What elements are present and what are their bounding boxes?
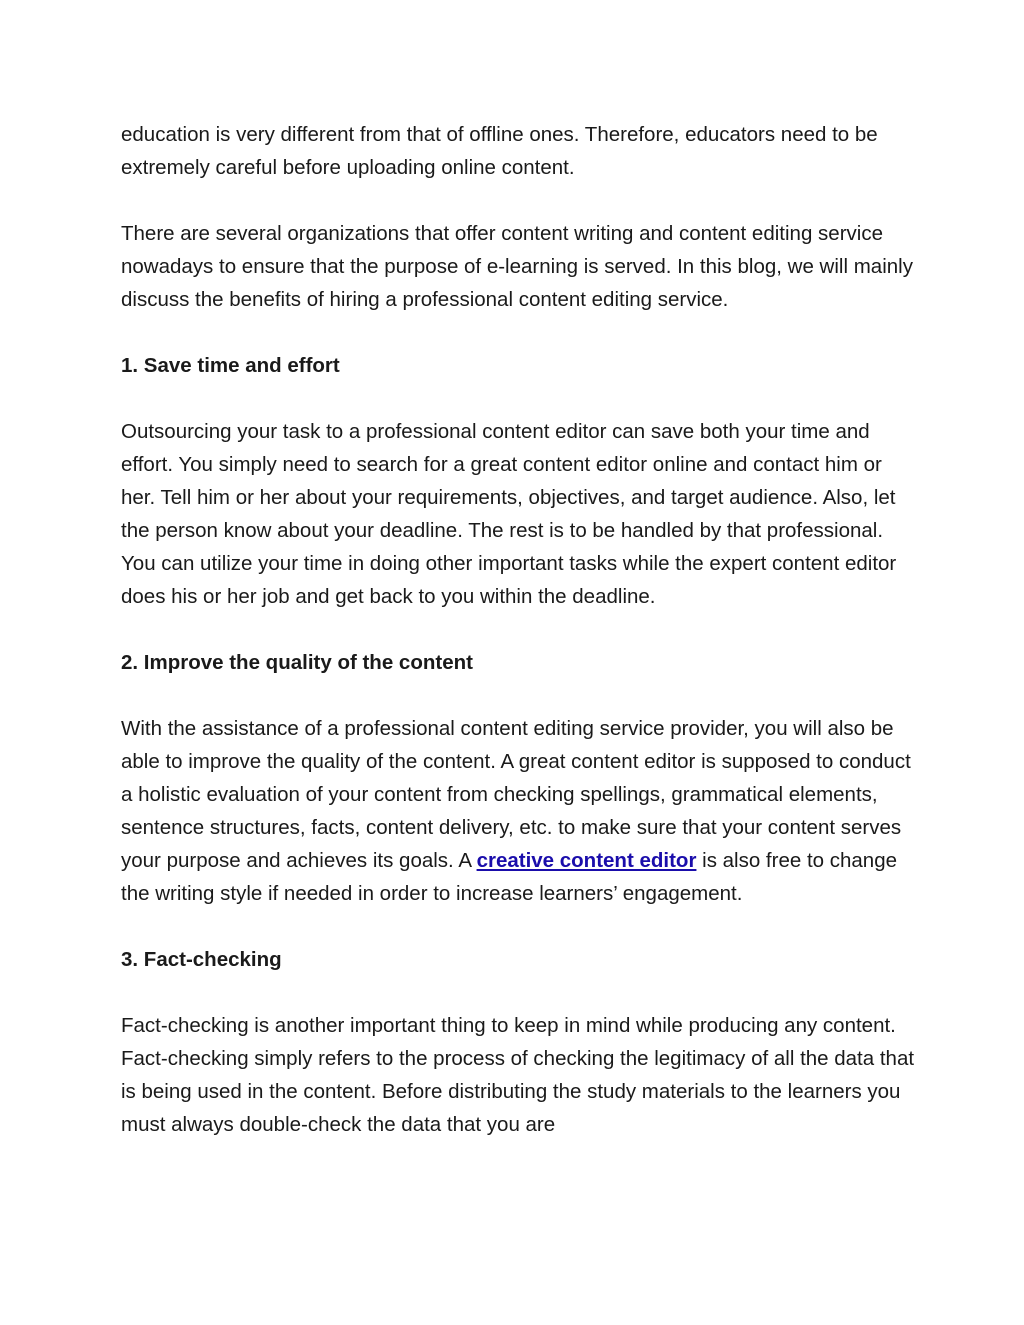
save-time-paragraph: Outsourcing your task to a professional content editor can save both your time and effort. You simply need to search for a great content editor online and contact him or her. Tell him or her about your requirements, objectives, and target audience. Also, let the person know about your deadline. The rest is to be handled by that professional. You can utilize your time in doing other important tasks while the expert content editor does his or her job and get back to you within the deadline. (121, 420, 897, 608)
section-heading-improve-quality: 2. Improve the quality of the content (121, 651, 473, 674)
intro-paragraph-continuation: education is very different from that of offline ones. Therefore, educators need to be extremely careful before uploading online content. (121, 123, 878, 179)
improve-quality-text-before: With the assistance of a professional content editing service provider, you will also be able to improve the quality of the content. A great content editor is supposed to conduct a holistic evaluation of your content from checking spellings, grammatical elements, sentence structures, facts, content delivery, etc. to make sure that your content serves your purpose and achieves its goals. A (121, 717, 911, 872)
intro-paragraph: There are several organizations that offer content writing and content editing service nowadays to ensure that the purpose of e-learning is served. In this blog, we will mainly discuss the benefits of hiring a professional content editing service. (121, 222, 913, 311)
section-heading-fact-checking: 3. Fact-checking (121, 948, 282, 971)
section-heading-save-time: 1. Save time and effort (121, 354, 340, 377)
document-page (121, 118, 921, 1174)
improve-quality-text-after: is also free to change the writing style if needed in order to increase learners’ engagement. (121, 849, 898, 905)
improve-quality-paragraph (121, 712, 921, 910)
fact-checking-paragraph: Fact-checking is another important thing to keep in mind while producing any content. Fact-checking simply refers to the process of checking the legitimacy of all the data that is being used in the content. Before distributing the study materials to the learners you must always double-check the data that you are (121, 1014, 915, 1136)
creative-content-editor-link[interactable]: creative content editor (476, 849, 697, 872)
